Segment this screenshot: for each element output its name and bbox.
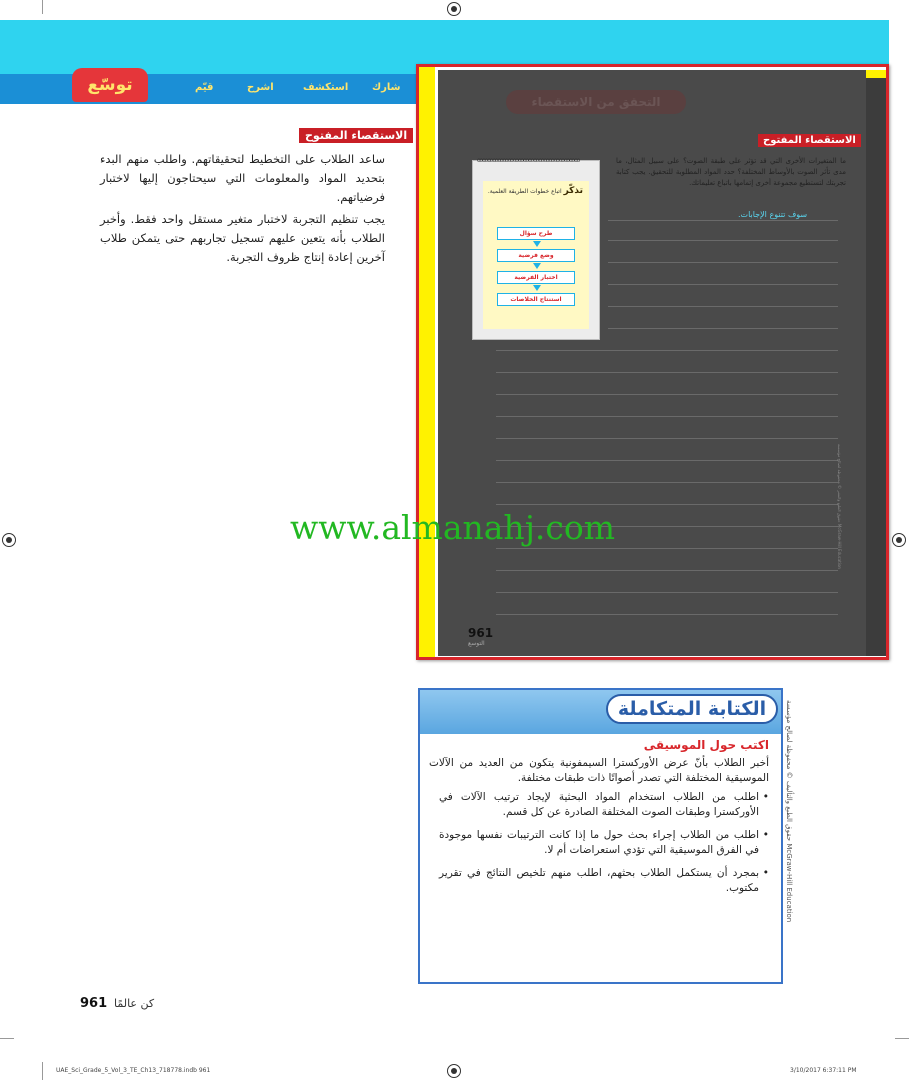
teacher-paragraph-2: يجب تنظيم التجربة لاختبار متغير مستقل واحد فقط. وأخبر الطلاب بأنه يتعين عليهم تسجيل تجاربهم حتى يتمكن طلاب آخرين إعادة إنتاج ظروف التجربة. [100, 212, 385, 264]
write-line [608, 328, 838, 329]
step-test-hypothesis: اختبار الفرضية [497, 271, 575, 284]
write-line [496, 592, 838, 593]
step-draw-conclusions: استنتاج الخلاصات [497, 293, 575, 306]
down-arrow-icon [533, 263, 541, 269]
write-line [608, 306, 838, 307]
registration-mark-icon [447, 1064, 461, 1078]
print-slug-date: 3/10/2017 6:37:11 PM [790, 1067, 857, 1074]
page-right-strip [866, 70, 886, 656]
write-line [608, 284, 838, 285]
lesson-nav-bar [0, 74, 420, 104]
down-arrow-icon [533, 241, 541, 247]
student-page-thumbnail [416, 64, 889, 660]
write-line [496, 416, 838, 417]
crop-mark [895, 1038, 909, 1039]
notebook-page [483, 181, 589, 329]
student-page-copyright: حقوق الطبع والنشر © محفوظة لصالح مؤسسة McGraw-Hill Education [837, 444, 842, 569]
inquiry-check-title: التحقق من الاستقصاء [506, 90, 686, 114]
integrated-writing-box [418, 688, 783, 984]
footer-page-number: 961 [80, 996, 108, 1011]
teacher-paragraph-1: ساعد الطلاب على التخطيط لتحقيقاتهم. واطلب منهم البدء بتحديد المواد والمعلومات التي سيحتاجون إليها لاختبار فرضياتهم. [100, 152, 385, 204]
crop-mark [0, 1038, 14, 1039]
write-line [496, 614, 838, 615]
print-slug-file: UAE_Sci_Grade_5_Vol_3_TE_Ch13_718778.indb 961 [56, 1067, 211, 1074]
footer-book-name: كن عالمًا [114, 997, 155, 1010]
step-hypothesis: وضع فرضية [497, 249, 575, 262]
writing-bullet: • اطلب من الطلاب إجراء بحث حول ما إذا كانت الترتيبات نفسها موجودة في الفرق الموسيقية التي تؤدي استعراضات أم لا. [439, 828, 769, 858]
writing-subheader: اكتب حول الموسيقى [643, 738, 769, 752]
write-line [608, 220, 838, 221]
registration-mark-icon [447, 2, 461, 16]
open-inquiry-header: الاستقصاء المفتوح [299, 128, 413, 143]
crop-mark [42, 1062, 43, 1080]
write-line [496, 504, 838, 505]
writing-bullet: • بمجرد أن يستكمل الطلاب بحثهم، اطلب منهم تلخيص النتائج في تقرير مكتوب. [439, 866, 769, 896]
nav-item-explore[interactable]: استكشف [303, 82, 349, 93]
page-yellow-bar [419, 67, 435, 657]
writing-box-header [420, 690, 781, 734]
student-open-inquiry-header: الاستقصاء المفتوح [758, 134, 861, 147]
crop-mark [42, 0, 43, 14]
watermark-text: www.almanahj.com [290, 508, 616, 547]
write-line [496, 482, 838, 483]
write-line [496, 438, 838, 439]
write-line [496, 460, 838, 461]
remember-notebook [472, 157, 600, 340]
notebook-rings: ꝏꝏꝏꝏꝏꝏꝏꝏꝏꝏꝏꝏꝏꝏꝏꝏꝏꝏꝏꝏ [477, 157, 580, 164]
inquiry-question: ما المتغيرات الأخرى التي قد تؤثر على طبقة الصوت؟ على سبيل المثال، ما مدى تأثر الصوت بالأوساط المختلفة؟ حدد المواد المطلوبة للتحقيق. يجب كتابة تجربتك لتستطيع مجموعة أخرى إتمامها باتباع تعليماتك. [616, 157, 846, 187]
remember-text: اتباع خطوات الطريقة العلمية. [487, 188, 562, 195]
step-ask-question: طرح سؤال [497, 227, 575, 240]
remember-note [487, 187, 583, 196]
write-line [496, 548, 838, 549]
write-line [608, 240, 838, 241]
side-copyright: حقوق الطبع والتأليف © محفوظة لصالح مؤسسة McGraw-Hill Education [785, 700, 793, 923]
student-page-number: 961 [468, 626, 494, 640]
write-line [496, 570, 838, 571]
nav-item-explain[interactable]: اشرح [247, 82, 274, 93]
nav-item-evaluate[interactable]: قيّم [195, 82, 214, 93]
nav-item-engage[interactable]: شارك [372, 82, 401, 93]
down-arrow-icon [533, 285, 541, 291]
remember-title: تذكّر [563, 186, 583, 196]
page-yellow-tab [866, 70, 886, 78]
registration-mark-icon [2, 533, 16, 547]
student-page-section: التوسع [468, 640, 485, 647]
page-body [438, 70, 866, 656]
write-line [496, 372, 838, 373]
answers-vary-note: سوف تتنوع الإجابات. [738, 210, 808, 219]
write-line [608, 262, 838, 263]
write-line [496, 350, 838, 351]
writing-bullet: • اطلب من الطلاب استخدام المواد البحثية لإيجاد ترتيب الآلات في الأوركسترا وطبقات الصوت المختلفة الصادرة عن كل قسم. [439, 790, 769, 820]
write-line [496, 394, 838, 395]
writing-box-title: الكتابة المتكاملة [606, 694, 778, 724]
writing-intro: أخبر الطلاب بأنّ عرض الأوركسترا السيمفونية يتكون من العديد من الآلات الموسيقية المختلفة التي تصدر أصواتًا ذات طبقات مختلفة. [429, 757, 769, 784]
tab-expand[interactable]: توسّع [72, 68, 148, 102]
registration-mark-icon [892, 533, 906, 547]
